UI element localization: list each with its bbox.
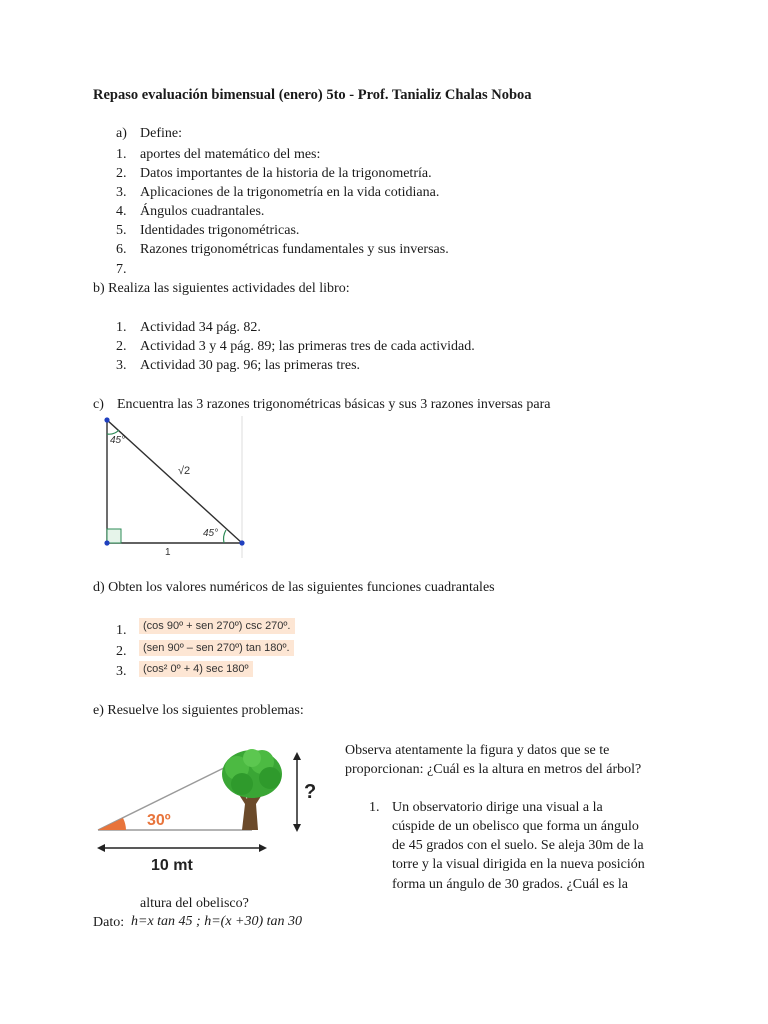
angle-arc-top (107, 430, 119, 434)
expression-highlight: (sen 90º – sen 270º) tan 180º. (139, 640, 294, 656)
angle-label-bottom: 45° (203, 528, 219, 539)
list-item: Actividad 34 pág. 82. (140, 320, 261, 335)
distance-label: 10 mt (151, 857, 193, 874)
section-a-marker: a) (116, 126, 127, 141)
list-item-number: 2. (116, 339, 127, 354)
height-unknown-label: ? (304, 781, 317, 803)
list-item-number: 6. (116, 242, 127, 257)
problem-tail: altura del obelisco? (140, 896, 249, 911)
vertex-point (104, 417, 109, 422)
list-item: Ángulos cuadrantales. (140, 204, 265, 219)
section-c-marker: c) (93, 397, 104, 412)
vertex-point (239, 540, 244, 545)
tree-angle-figure (92, 744, 328, 878)
list-item-number: 7. (116, 262, 127, 277)
problem-line: cúspide de un obelisco que forma un ángulo (392, 819, 639, 834)
height-arrow (293, 752, 301, 832)
list-item: Aplicaciones de la trigonometría en la vida cotidiana. (140, 185, 440, 200)
list-item: Datos importantes de la historia de la trigonometría. (140, 166, 432, 181)
list-item-number: 5. (116, 223, 127, 238)
distance-arrow (97, 844, 267, 852)
page-title: Repaso evaluación bimensual (enero) 5to - Prof. Tanializ Chalas Noboa (93, 87, 532, 103)
section-a-label: Define: (140, 126, 182, 141)
angle-wedge (98, 818, 126, 830)
problem-number: 1. (369, 800, 380, 815)
list-item-number: 1. (116, 623, 127, 638)
angle-label: 30º (147, 812, 171, 829)
right-angle-marker (107, 529, 121, 543)
base-label: 1 (165, 547, 171, 558)
list-item-number: 2. (116, 644, 127, 659)
angle-label-top: 45° (110, 435, 126, 446)
section-e-heading: e) Resuelve los siguientes problemas: (93, 703, 304, 718)
list-item-number: 3. (116, 185, 127, 200)
expression-highlight: (cos² 0º + 4) sec 180º (139, 661, 253, 677)
section-b-heading: b) Realiza las siguientes actividades del libro: (93, 281, 350, 296)
observe-paragraph: Observa atentamente la figura y datos que se te proporcionan: ¿Cuál es la altura en metros del árbol? (345, 743, 642, 777)
vertex-point (104, 540, 109, 545)
problem-line: torre y la visual dirigida en la nueva posición (392, 857, 645, 872)
list-item-number: 3. (116, 664, 127, 679)
section-c-heading: Encuentra las 3 razones trigonométricas básicas y sus 3 razones inversas para (117, 397, 551, 412)
list-item-number: 2. (116, 166, 127, 181)
expression-highlight: (cos 90º + sen 270º) csc 270º. (139, 618, 295, 634)
dato-formula: h=x tan 45 ; h=(x +30) tan 30 (131, 914, 303, 929)
problem-line: Un observatorio dirige una visual a la (392, 800, 603, 815)
problem-line: de 45 grados con el suelo. Se aleja 30m de la (392, 838, 644, 853)
dato-label: Dato: (93, 915, 125, 930)
hypotenuse-label: √2 (178, 465, 191, 477)
tree-icon (222, 749, 282, 830)
problem-line: forma un ángulo de 30 grados. ¿Cuál es la (392, 877, 628, 892)
list-item: Razones trigonométricas fundamentales y sus inversas. (140, 242, 449, 257)
list-item-number: 1. (116, 147, 127, 162)
angle-arc-bottom (224, 530, 226, 543)
list-item: Actividad 3 y 4 pág. 89; las primeras tres de cada actividad. (140, 339, 475, 354)
list-item: aportes del matemático del mes: (140, 147, 321, 162)
list-item: Identidades trigonométricas. (140, 223, 300, 238)
section-d-heading: d) Obten los valores numéricos de las siguientes funciones cuadrantales (93, 580, 495, 595)
list-item-number: 1. (116, 320, 127, 335)
list-item-number: 3. (116, 358, 127, 373)
right-triangle-figure (92, 414, 248, 560)
list-item-number: 4. (116, 204, 127, 219)
list-item: Actividad 30 pag. 96; las primeras tres. (140, 358, 361, 373)
